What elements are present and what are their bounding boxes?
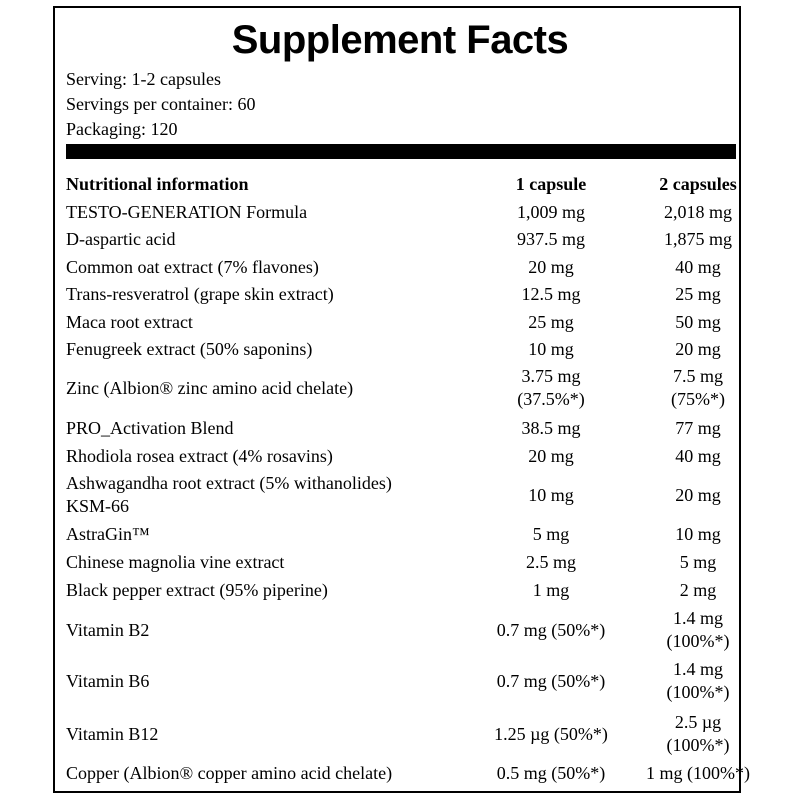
amount-1-capsule-line: 0.5 mg (50%*): [496, 763, 606, 783]
ingredient-name: [66, 311, 466, 334]
ingredient-name: [66, 523, 466, 546]
table-row: [66, 523, 736, 546]
amount-2-capsules-line: 20 mg: [675, 485, 721, 505]
amount-2-capsules: [620, 607, 776, 653]
servings-per-container: Servings per container: 60: [66, 94, 256, 114]
ingredient-name-line: KSM-66: [66, 496, 130, 516]
ingredient-name-line: Rhodiola rosea extract (4% rosavins): [66, 446, 333, 466]
amount-2-capsules: [620, 417, 776, 440]
amount-1-capsule-line: 0.7 mg (50%*): [496, 671, 606, 691]
amount-2-capsules: [620, 658, 776, 704]
amount-2-capsules: [620, 523, 776, 546]
ingredient-name-line: Trans-resveratrol (grape skin extract): [66, 284, 334, 304]
table-row: [66, 417, 736, 440]
ingredient-name-line: Vitamin B2: [66, 620, 150, 640]
ingredient-name: [66, 256, 466, 279]
amount-2-capsules-line: (100%*): [666, 682, 730, 702]
table-row: [66, 472, 736, 518]
amount-2-capsules-line: 40 mg: [675, 257, 721, 277]
amount-2-capsules-line: (100%*): [666, 631, 730, 651]
amount-1-capsule-line: 12.5 mg: [521, 284, 581, 304]
page-title: Supplement Facts: [231, 18, 569, 62]
ingredient-name: [66, 579, 466, 602]
amount-2-capsules: [620, 365, 776, 411]
ingredient-name: [66, 283, 466, 306]
amount-2-capsules: [620, 283, 776, 306]
amount-1-capsule-line: 25 mg: [528, 312, 574, 332]
amount-1-capsule-line: 3.75 mg: [521, 366, 581, 386]
amount-2-capsules-line: 1,875 mg: [663, 229, 732, 249]
amount-2-capsules-line: 7.5 mg: [672, 366, 723, 386]
ingredient-name-line: D-aspartic acid: [66, 229, 176, 249]
ingredient-name-line: Chinese magnolia vine extract: [66, 552, 285, 572]
amount-2-capsules: [620, 338, 776, 361]
amount-1-capsule-line: 0.7 mg (50%*): [496, 620, 606, 640]
table-row: [66, 201, 736, 224]
ingredient-name: [66, 417, 466, 440]
ingredient-name-line: Ashwagandha root extract (5% withanolides): [66, 473, 392, 493]
amount-2-capsules-line: 2,018 mg: [663, 202, 732, 222]
packaging: Packaging: 120: [66, 119, 178, 139]
amount-2-capsules-line: 25 mg: [675, 284, 721, 304]
amount-1-capsule-line: 937.5 mg: [516, 229, 585, 249]
amount-2-capsules-line: 1.4 mg: [672, 608, 723, 628]
amount-1-capsule-line: 20 mg: [528, 446, 574, 466]
amount-2-capsules: [620, 228, 776, 251]
ingredient-name-line: Zinc (Albion® zinc amino acid chelate): [66, 378, 354, 398]
table-row: [66, 762, 750, 785]
amount-2-capsules: [620, 256, 776, 279]
table-row: [66, 658, 736, 704]
amount-2-capsules-line: 1.4 mg: [672, 659, 723, 679]
ingredient-name-line: Vitamin B12: [66, 724, 159, 744]
serving-size: Serving: 1-2 capsules: [66, 69, 221, 89]
table-row: [66, 338, 736, 361]
amount-1-capsule-line: 1,009 mg: [516, 202, 585, 222]
amount-1-capsule-line: 38.5 mg: [521, 418, 581, 438]
ingredient-name-line: Fenugreek extract (50% saponins): [66, 339, 313, 359]
amount-2-capsules: [620, 311, 776, 334]
amount-1-capsule-line: 2.5 mg: [525, 552, 576, 572]
ingredient-name: [66, 228, 466, 251]
table-row: [66, 228, 736, 251]
ingredient-name: [66, 619, 466, 642]
header-1-capsule: 1 capsule: [515, 174, 587, 194]
ingredient-name: [66, 338, 466, 361]
ingredient-name: [66, 762, 466, 785]
table-row: [66, 579, 736, 602]
amount-1-capsule-line: 10 mg: [528, 485, 574, 505]
divider-bar: [66, 144, 736, 159]
amount-2-capsules: [620, 484, 776, 507]
table-row: [66, 551, 736, 574]
ingredient-name-line: Copper (Albion® copper amino acid chelate): [66, 763, 393, 783]
header-nutritional-information: Nutritional information: [66, 174, 249, 194]
amount-2-capsules-line: 1 mg (100%*): [646, 763, 750, 783]
ingredient-name-line: Black pepper extract (95% piperine): [66, 580, 328, 600]
amount-2-capsules: [620, 579, 776, 602]
table-row: [66, 283, 736, 306]
ingredient-name: [66, 445, 466, 468]
amount-1-capsule-line: 10 mg: [528, 339, 574, 359]
amount-2-capsules-line: (75%*): [671, 389, 725, 409]
table-row: [66, 711, 736, 757]
ingredient-name-line: Vitamin B6: [66, 671, 150, 691]
ingredient-name-line: AstraGin™: [66, 524, 150, 544]
amount-1-capsule-line: 1 mg: [532, 580, 570, 600]
amount-2-capsules-line: 5 mg: [679, 552, 717, 572]
amount-2-capsules: [620, 711, 776, 757]
table-row: [66, 607, 736, 653]
amount-2-capsules-line: 77 mg: [675, 418, 721, 438]
ingredient-name: [66, 201, 466, 224]
amount-2-capsules: [620, 762, 776, 785]
ingredient-name: [66, 670, 466, 693]
ingredient-name-line: PRO_Activation Blend: [66, 418, 234, 438]
amount-1-capsule-line: 20 mg: [528, 257, 574, 277]
amount-1-capsule-line: 1.25 µg (50%*): [494, 724, 608, 744]
amount-2-capsules-line: 10 mg: [675, 524, 721, 544]
ingredient-name: [66, 551, 466, 574]
table-row: [66, 365, 736, 411]
amount-2-capsules-line: 20 mg: [675, 339, 721, 359]
amount-2-capsules-line: 2 mg: [679, 580, 717, 600]
amount-2-capsules: [620, 551, 776, 574]
amount-1-capsule-line: (37.5%*): [517, 389, 585, 409]
header-2-capsules: 2 capsules: [659, 174, 737, 194]
amount-2-capsules: [620, 201, 776, 224]
table-row: [66, 256, 736, 279]
ingredient-name-line: Maca root extract: [66, 312, 193, 332]
ingredient-name: [66, 377, 466, 400]
ingredient-name: [66, 723, 466, 746]
ingredient-name-line: Common oat extract (7% flavones): [66, 257, 319, 277]
table-row: [66, 445, 736, 468]
amount-2-capsules-line: 2.5 µg: [674, 712, 722, 732]
ingredient-name-line: TESTO-GENERATION Formula: [66, 202, 308, 222]
ingredient-name: [66, 472, 466, 518]
amount-2-capsules-line: 40 mg: [675, 446, 721, 466]
amount-2-capsules-line: 50 mg: [675, 312, 721, 332]
amount-2-capsules-line: (100%*): [666, 735, 730, 755]
amount-2-capsules: [620, 445, 776, 468]
table-row: [66, 311, 736, 334]
amount-1-capsule-line: 5 mg: [532, 524, 570, 544]
